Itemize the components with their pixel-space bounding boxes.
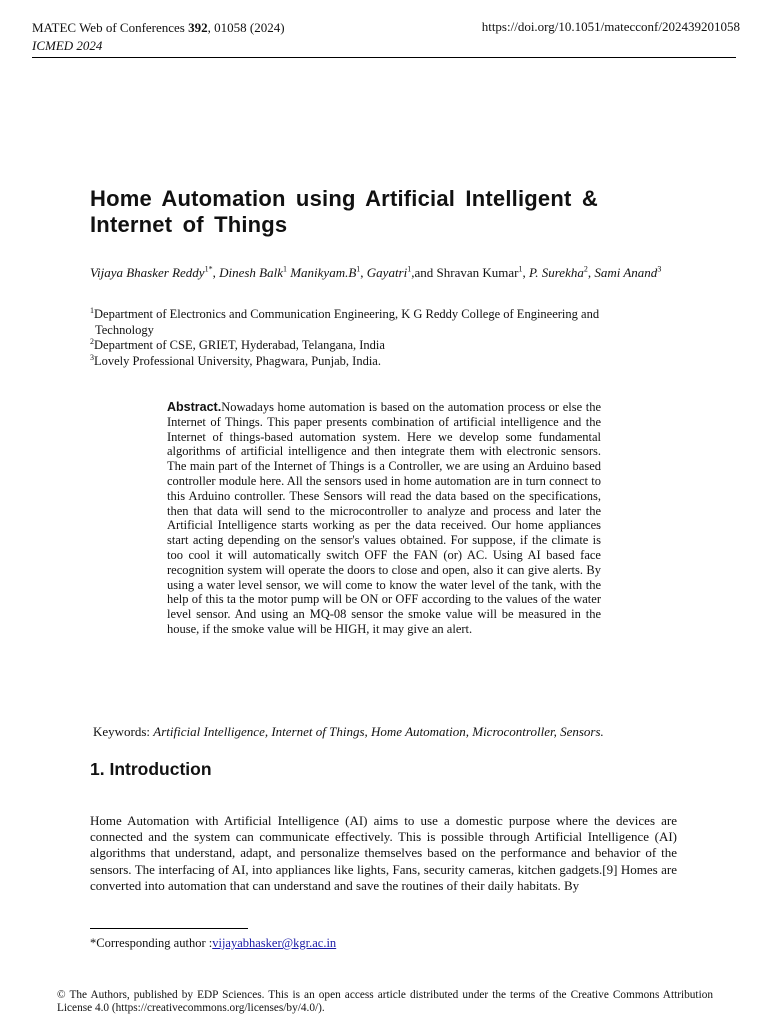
- license-notice: © The Authors, published by EDP Sciences. This is an open access article distributed under the terms of the Creative Commons Attribution License 4.0 (https://creativecommons.org/licenses/by/4.0/).: [57, 989, 713, 1014]
- article-number: , 01058 (2024): [207, 20, 285, 35]
- header-divider: [32, 57, 736, 58]
- conference-name: ICMED 2024: [32, 38, 103, 53]
- affiliation-1: $^1$Department of Electronics and Communication Engineering, K G Reddy College of Engineering and Technology: [90, 305, 600, 337]
- keywords-label: Keywords:: [93, 724, 154, 739]
- author-1-sup: 1*: [204, 264, 213, 274]
- author-1: Vijaya Bhasker Reddy: [90, 265, 205, 280]
- footnote: [90, 936, 336, 951]
- abstract-text: Nowadays home automation is based on the automation process or else the Internet of Things. This paper presents combination of artificial intelligence and the Internet of things-based automation system. Here we develop some fundamental algorithms of artificial intelligence and then integrate them with electronic sensors. The main part of the Internet of Things is a Controller, we are using an Arduino based controller module here. All the sensors used in home automation are in turn connect to this Arduino controller. These Sensors will read the data based on the specifications, then that data will send to the microcontroller to analyze and process and later the Artificial Intelligence starts working as per the data received. Our home appliances start acting depending on the sensor's values obtained. For suppose, if the climate is too cool it will automatically switch OFF the FAN (or) AC. Using AI based face recognition system will operate the doors to close and open, also it can give alerts. By using a water level sensor, we will come to know the water level of the tank, with the help of this ta the motor pump will be ON or OFF according to the values of the water level sensor. And using an MQ-08 sensor the smoke value will be measured in the house, if the smoke value will be HIGH, it may give an alert.: [167, 400, 601, 636]
- author-2: Dinesh Balk: [219, 265, 283, 280]
- introduction-text: Home Automation with Artificial Intelligence (AI) aims to use a domestic purpose where the devices are connected and the system can communicate effectively. This is possible through Artificial Intelligence (AI) algorithms that understand, adapt, and personalize themselves based on the performance and behavior of the sensors. The interfacing of AI, into appliances like lights, Fans, security cameras, kitchen gadgets.[9] Homes are converted into automation that can understand and save the routines of their daily habitats. By: [90, 813, 677, 893]
- author-7-sup: 3: [657, 264, 662, 274]
- doi-link[interactable]: https://doi.org/10.1051/matecconf/202439201058: [481, 19, 740, 34]
- abstract-label: Abstract.: [167, 400, 222, 414]
- journal-volume: 392: [188, 20, 208, 35]
- keywords-text: Artificial Intelligence, Internet of Things, Home Automation, Microcontroller, Sensors.: [153, 724, 604, 739]
- keywords: [93, 724, 604, 740]
- paper-title: Home Automation using Artificial Intelligent & Internet of Things: [90, 186, 598, 237]
- footnote-label: *Corresponding author :: [90, 936, 213, 950]
- author-4-sup: 1: [407, 264, 412, 274]
- author-5: ,and Shravan Kumar: [411, 265, 519, 280]
- author-list: Vijaya Bhasker Reddy$^{1*}$, Dinesh Balk$^1$ $Manikyam.B^1$, Gayatri$^1$,and Shravan Kumar$^1$, P. Surekha$^2$, Sami Anand$^3$: [90, 264, 662, 280]
- author-6-sup: 2: [583, 264, 588, 274]
- journal-name: MATEC Web of Conferences: [32, 20, 185, 35]
- author-2-sup: 1: [282, 264, 287, 274]
- section-title-introduction: 1. Introduction: [90, 759, 212, 779]
- author-5-sup: 1: [518, 264, 523, 274]
- author-4: Gayatri: [366, 265, 408, 280]
- author-3-sup: 1: [356, 264, 361, 274]
- author-6: P. Surekha: [528, 265, 584, 280]
- journal-header: [32, 19, 285, 37]
- footnote-divider: [90, 928, 248, 929]
- affiliation-2: $^2$Department of CSE, GRIET, Hyderabad, Telangana, India: [90, 336, 385, 352]
- abstract: [167, 400, 601, 637]
- affiliation-3: $^3$Lovely Professional University, Phagwara, Punjab, India.: [90, 352, 381, 368]
- author-7: Sami Anand: [594, 265, 658, 280]
- author-3: Manikyam.B: [290, 265, 357, 280]
- corresponding-email-link[interactable]: vijayabhasker@kgr.ac.in: [212, 936, 337, 950]
